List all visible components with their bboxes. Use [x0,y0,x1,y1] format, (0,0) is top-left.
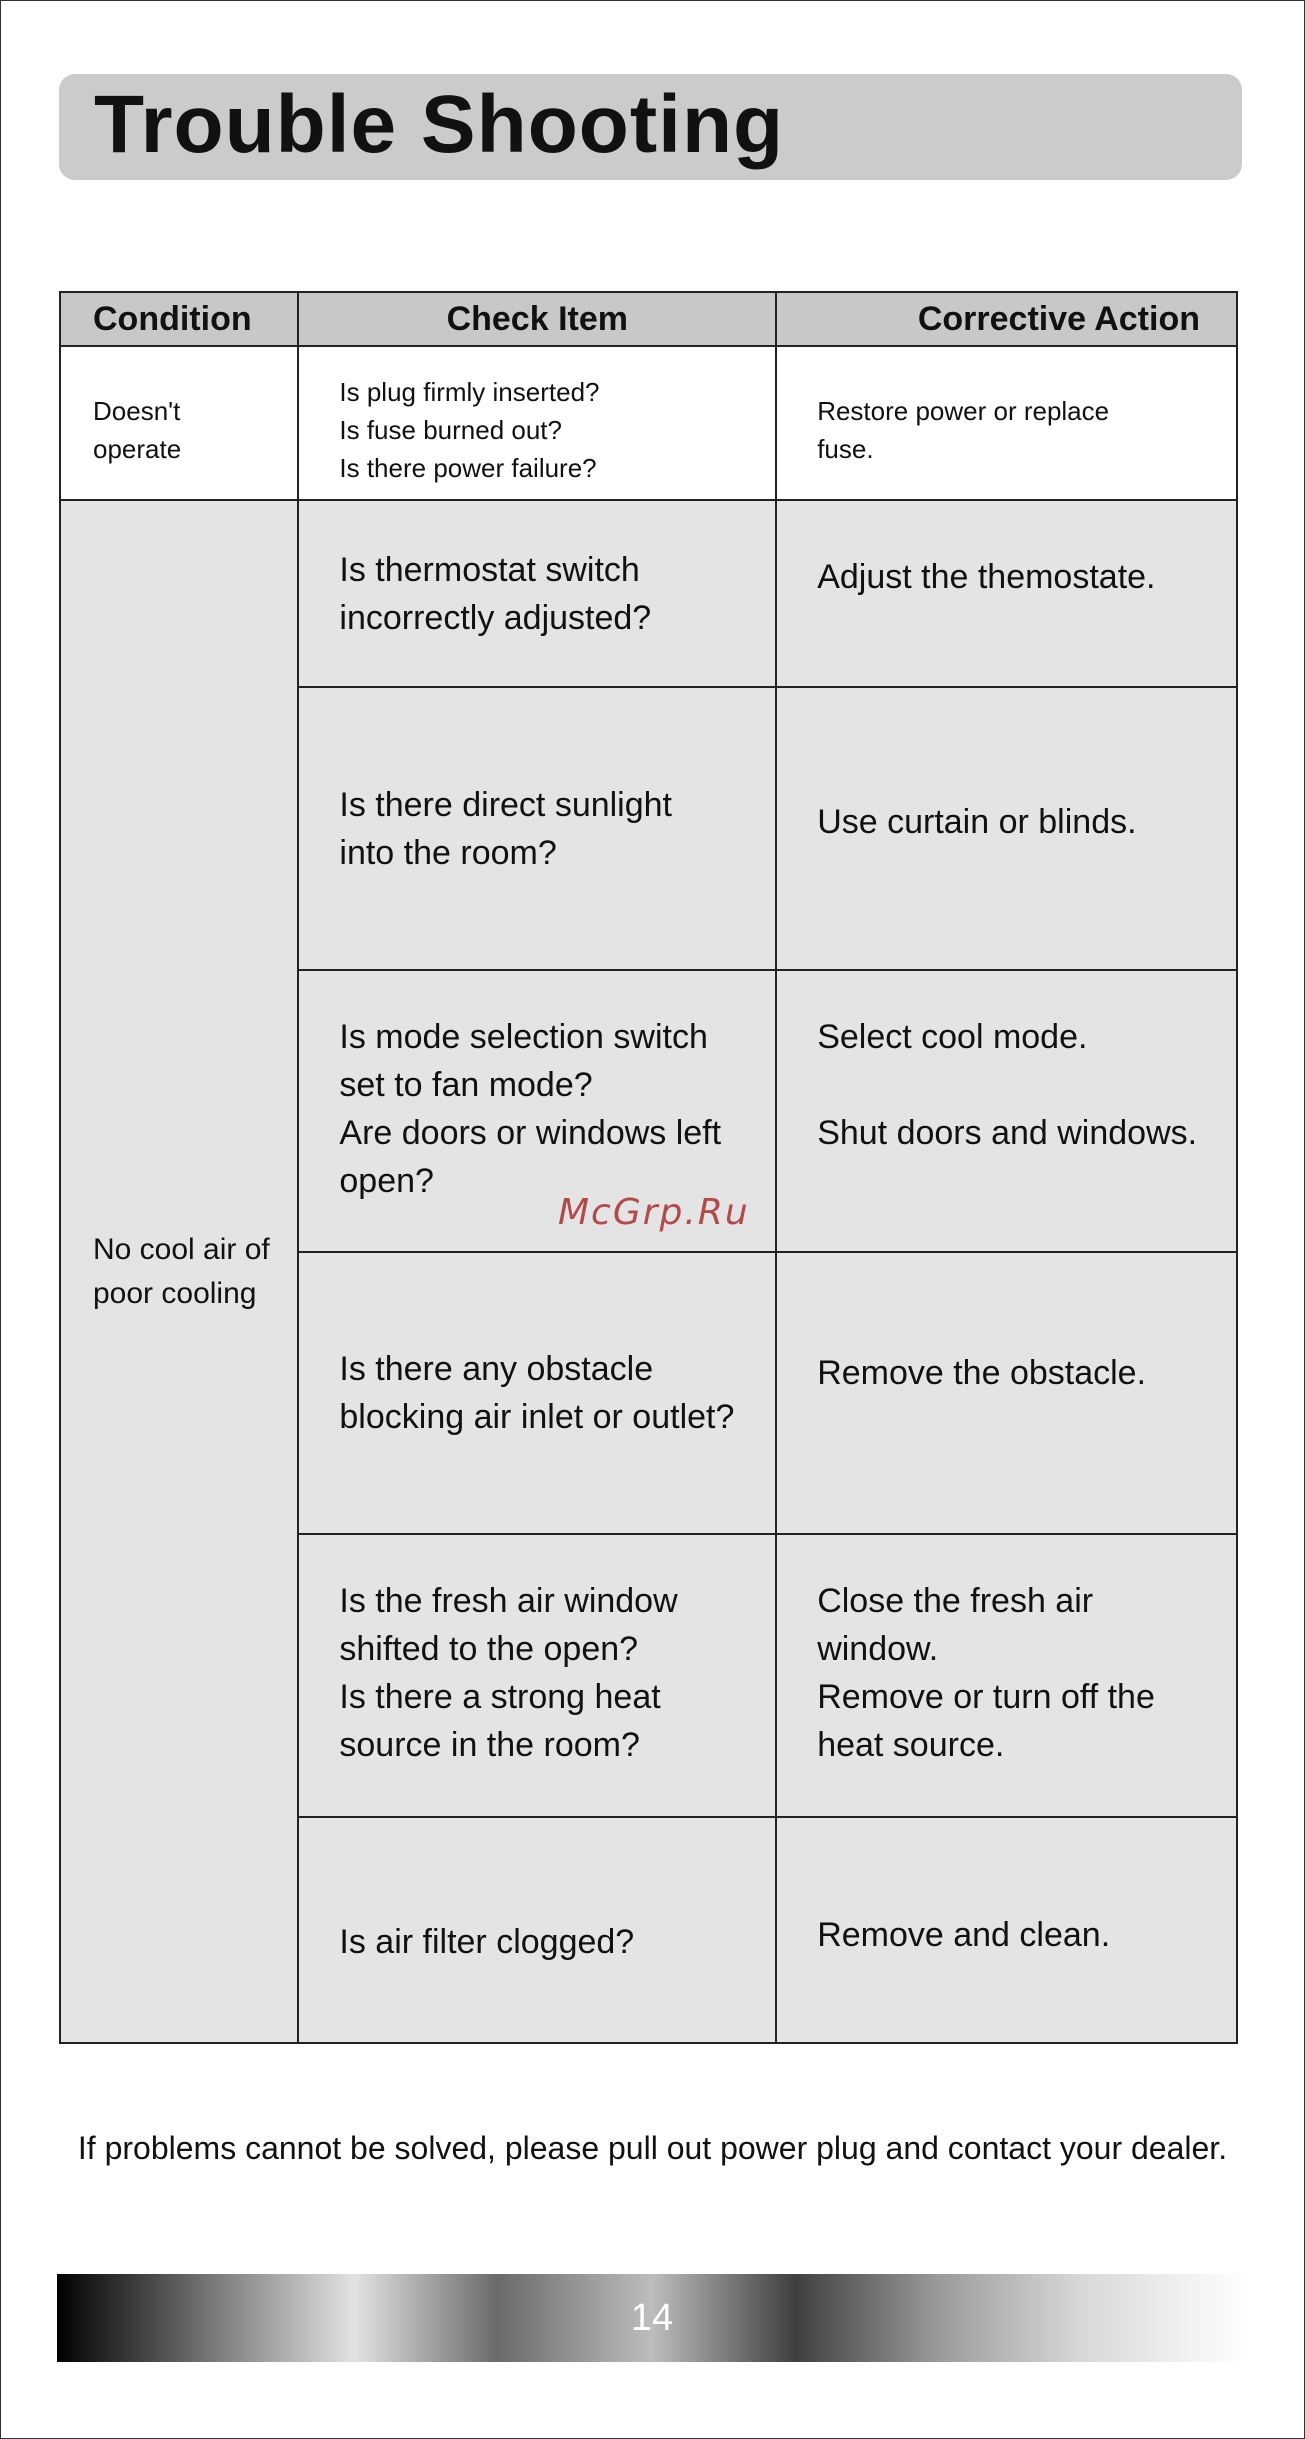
header-check-item: Check Item [298,292,776,346]
action-spacer [817,1061,1226,1109]
check-line: Is air filter clogged? [339,1923,635,1961]
condition-cell [60,346,298,500]
check-line: Is there power failure? [339,453,597,483]
page-title: Trouble Shooting [94,79,785,170]
title-bar [59,74,1242,180]
action-line: Adjust the themostate. [817,558,1156,596]
action-line: Remove the obstacle. [817,1354,1147,1392]
footer-note: If problems cannot be solved, please pull out power plug and contact your dealer. [77,2130,1228,2166]
condition-line: No cool air of [93,1232,270,1266]
action-cell [776,500,1237,687]
action-line: Use curtain or blinds. [817,803,1137,841]
condition-line: operate [93,434,182,464]
check-line: Is there any obstacle [339,1350,654,1388]
action-cell [776,1252,1237,1534]
header-corrective-action: Corrective Action [776,292,1237,346]
action-line: window. [817,1630,939,1668]
check-line: Is fuse burned out? [339,415,562,445]
check-line: incorrectly adjusted? [339,598,652,637]
check-item-cell [298,1817,776,2043]
table-row [60,346,1237,500]
check-line: blocking air inlet or outlet? [339,1398,735,1436]
watermark: McGrp.Ru [558,1192,750,1233]
check-line: into the room? [339,833,557,872]
page-footer-bar [57,2274,1247,2362]
condition-cell [60,500,298,2043]
action-cell [776,687,1237,970]
check-line: Is plug firmly inserted? [339,377,600,407]
action-line: Close the fresh air [817,1582,1094,1620]
check-line: shifted to the open? [339,1630,639,1668]
table-row [60,500,1237,687]
action-cell [776,970,1237,1252]
action-line: heat source. [817,1726,1005,1764]
check-item-cell [298,687,776,970]
action-cell [776,1534,1237,1817]
check-line: set to fan mode? [339,1066,593,1104]
check-line: Is mode selection switch [339,1018,708,1056]
action-line: Shut doors and windows. [817,1114,1198,1152]
troubleshooting-table [59,291,1238,2044]
check-item-cell [298,1534,776,1817]
action-cell [776,346,1237,500]
check-line: Is there a strong heat [339,1678,661,1716]
condition-line: Doesn't [93,396,181,426]
check-line: open? [339,1162,434,1200]
action-line: Select cool mode. [817,1018,1088,1056]
check-line: Are doors or windows left [339,1114,722,1152]
action-line: Remove and clean. [817,1916,1111,1954]
check-line: Is thermostat switch [339,550,640,589]
check-line: source in the room? [339,1726,640,1764]
header-condition: Condition [60,292,298,346]
page-number: 14 [630,2297,674,2339]
check-item-cell [298,1252,776,1534]
action-line: Remove or turn off the [817,1678,1155,1716]
action-line: Restore power or replace [817,396,1110,426]
action-cell [776,1817,1237,2043]
condition-line: poor cooling [93,1276,257,1310]
check-line: Is there direct sunlight [339,785,673,824]
table-header-row [60,292,1237,346]
check-item-cell [298,500,776,687]
action-line: fuse. [817,434,874,464]
check-line: Is the fresh air window [339,1582,678,1620]
check-item-cell [298,346,776,500]
